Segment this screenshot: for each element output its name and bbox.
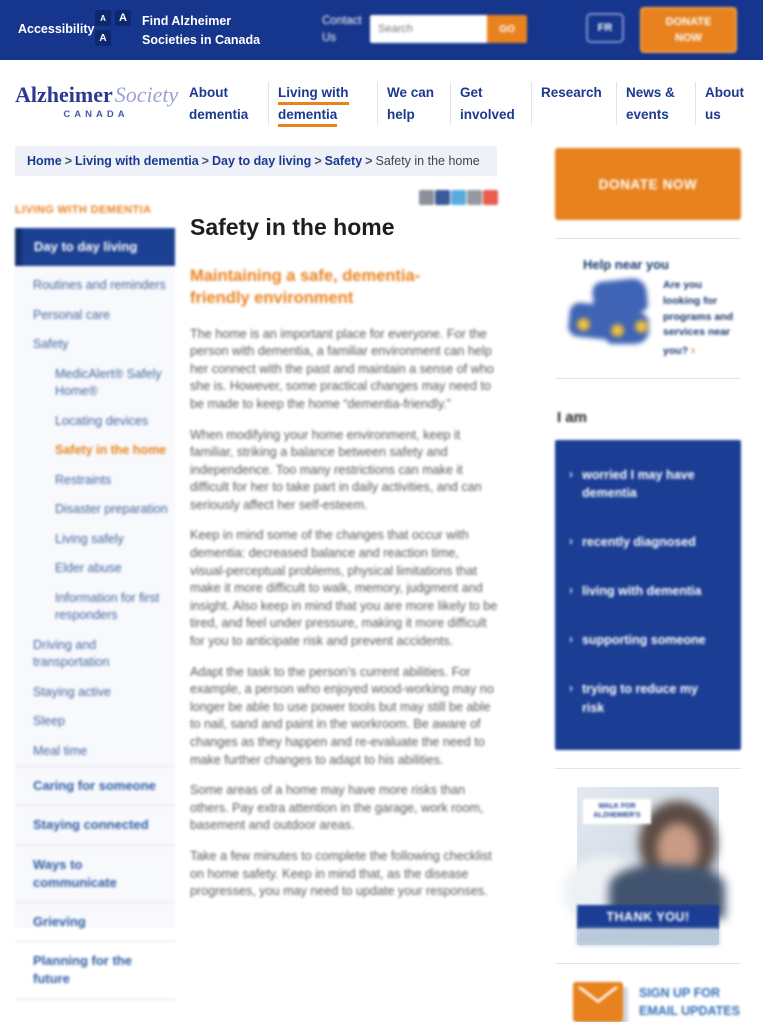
i-am-link[interactable] xyxy=(569,680,727,716)
nav-item[interactable] xyxy=(450,82,531,125)
divider xyxy=(555,378,741,379)
right-sidebar xyxy=(555,148,741,1022)
sidebar-item[interactable]: Sleep xyxy=(33,714,65,729)
sidebar-item[interactable]: Driving and transportation xyxy=(33,637,110,670)
accessibility-link[interactable]: Accessibility xyxy=(18,22,95,36)
site-logo[interactable] xyxy=(15,82,177,120)
section-heading: Maintaining a safe, dementia-friendly environment xyxy=(190,267,421,308)
nav-item-label: Research xyxy=(541,85,602,100)
divider xyxy=(555,963,741,964)
sidebar-item[interactable]: Day to day living xyxy=(15,228,175,266)
walk-promo-banner[interactable] xyxy=(577,787,719,945)
walk-logo: WALK FOR ALZHEIMER'S xyxy=(583,799,651,824)
sidebar-item[interactable]: Routines and reminders xyxy=(33,278,166,293)
search-input[interactable] xyxy=(370,15,487,43)
font-size-button[interactable]: A xyxy=(115,10,131,26)
sidebar-section-label: LIVING WITH DEMENTIA xyxy=(15,204,152,216)
breadcrumb xyxy=(15,146,497,176)
body-paragraph: Adapt the task to the person’s current abilities. For example, a person who enjoyed wood-working may no longer be able to use power tools but may still be able to nail, sand and paint in the workroom. Be aware of changes as they happen and re-evaluate the need to make further changes to adapt to his abilities. xyxy=(190,664,494,767)
i-am-link[interactable] xyxy=(569,631,727,649)
i-am-link-label: supporting someone xyxy=(582,633,706,648)
body-paragraph: The home is an important place for everyone. For the person with dementia, a familiar environment can help her connect with the past and maintain a sense of who she is. However, some practical changes may need to be made to keep the home “dementia-friendly.” xyxy=(190,326,494,411)
sidebar-item[interactable]: Staying connected xyxy=(15,805,175,844)
main-navigation xyxy=(180,82,760,125)
arrow-right-icon: › xyxy=(691,343,696,357)
envelope-icon xyxy=(573,982,623,1022)
help-near-you-body[interactable] xyxy=(555,278,741,360)
body-paragraph: When modifying your home environment, keep it familiar, striking a balance between safety and independence. Too many restrictions can make it difficult for her to take part in daily activities, and can seriously affect her self-esteem. xyxy=(190,427,482,512)
sidebar-item[interactable]: Meal time xyxy=(33,743,88,758)
email-icon[interactable] xyxy=(483,190,498,205)
body-paragraph: Keep in mind some of the changes that occur with dementia: decreased balance and reaction time, visual-perceptual problems, physical limitations that make it more difficult to walk, memory, judgment and insight. Also keep in mind that you are more likely to be tired, and feel under pressure, making it more difficult for you to anticipate risk and prevent accidents. xyxy=(190,528,498,649)
i-am-link-label: trying to reduce my risk xyxy=(582,682,698,715)
sidebar-menu xyxy=(15,228,175,987)
find-societies-link[interactable]: Find Alzheimer Societies in Canada xyxy=(142,14,261,48)
breadcrumb-item[interactable]: Safety xyxy=(324,154,363,168)
font-size-controls xyxy=(95,10,139,46)
page-title: Safety in the home xyxy=(190,214,395,240)
promo-footer-strip xyxy=(577,929,719,945)
chevron-right-icon: › xyxy=(569,534,573,548)
sidebar-item[interactable]: Personal care xyxy=(33,307,111,322)
divider xyxy=(555,238,741,239)
facebook-icon[interactable] xyxy=(435,190,450,205)
i-am-link[interactable] xyxy=(569,582,727,600)
linkedin-icon[interactable] xyxy=(467,190,482,205)
share-buttons xyxy=(190,190,498,205)
logo-wordmark: AlzheimerSociety xyxy=(15,82,179,107)
i-am-link-label: recently diagnosed xyxy=(582,535,696,549)
article-body xyxy=(190,326,498,901)
map-pin-icon xyxy=(577,318,590,331)
font-size-button[interactable]: A xyxy=(95,10,111,26)
nav-item-label: We can help xyxy=(387,85,435,122)
sidebar-item[interactable]: Disaster preparation xyxy=(55,502,168,517)
i-am-title: I am xyxy=(557,408,588,426)
sidebar-item[interactable]: Locating devices xyxy=(55,413,149,428)
chevron-right-icon: › xyxy=(569,583,573,598)
chevron-right-icon: › xyxy=(569,632,573,647)
search-go-button[interactable]: GO xyxy=(487,15,527,43)
promo-banner-text: THANK YOU! xyxy=(577,905,719,929)
breadcrumb-item[interactable]: Living with dementia xyxy=(75,154,199,168)
nav-item[interactable] xyxy=(377,82,450,125)
nav-item[interactable] xyxy=(695,82,760,125)
nav-item-label: About dementia xyxy=(189,85,249,122)
help-near-you xyxy=(555,257,741,360)
sidebar-item[interactable]: Safety xyxy=(33,337,69,352)
nav-item[interactable] xyxy=(531,82,616,125)
nav-item-label: About us xyxy=(705,85,744,122)
sidebar-item[interactable]: Elder abuse xyxy=(55,561,122,576)
map-pin-icon xyxy=(635,320,648,333)
contact-us-link[interactable]: Contact Us xyxy=(322,15,362,45)
breadcrumb-item[interactable]: > xyxy=(365,154,373,168)
sidebar-item[interactable]: Information for first responders xyxy=(55,590,160,623)
nav-item-label: Living with dementia xyxy=(278,85,349,127)
chevron-right-icon: › xyxy=(569,681,573,696)
email-signup[interactable] xyxy=(555,982,741,1022)
logo-subtitle: CANADA xyxy=(63,109,129,120)
help-near-you-title: Help near you xyxy=(583,257,669,272)
breadcrumb-item[interactable]: > xyxy=(64,154,73,168)
sidebar-item[interactable]: Restraints xyxy=(55,472,112,487)
nav-item-label: News & events xyxy=(626,85,675,122)
sidebar-item[interactable]: Planning for the future xyxy=(15,941,175,999)
breadcrumb-item[interactable]: > xyxy=(314,154,322,168)
twitter-icon[interactable] xyxy=(451,190,466,205)
sidebar-item[interactable]: Grieving xyxy=(15,902,175,941)
i-am-link-label: living with dementia xyxy=(582,584,702,599)
search-bar xyxy=(370,15,527,43)
i-am-menu xyxy=(555,440,741,750)
sidebar-item[interactable]: Staying active xyxy=(33,684,111,699)
sidebar-item[interactable]: MedicAlert® Safely Home® xyxy=(55,366,162,399)
email-signup-label: SIGN UP FOR EMAIL UPDATES xyxy=(639,985,740,1018)
sidebar-item[interactable]: Ways to communicate xyxy=(15,845,175,902)
donate-now-button-top[interactable]: DONATE NOW xyxy=(640,7,737,53)
left-sidebar xyxy=(15,204,175,987)
sidebar-item[interactable]: Safety in the home xyxy=(55,443,167,458)
nav-item[interactable] xyxy=(268,82,377,125)
i-am-link-label: worried I may have dementia xyxy=(582,467,695,500)
breadcrumb-item[interactable]: Safety in the home xyxy=(375,154,480,168)
breadcrumb-item[interactable]: Day to day living xyxy=(211,154,312,168)
breadcrumb-item[interactable]: Home xyxy=(27,154,62,168)
i-am-link[interactable] xyxy=(569,466,727,502)
language-toggle-button[interactable]: FR xyxy=(586,13,624,43)
chevron-right-icon: › xyxy=(569,466,573,481)
map-pin-icon xyxy=(611,324,624,337)
canada-map-icon xyxy=(567,278,655,348)
help-near-you-text: Are you looking for programs and services near you? › xyxy=(663,279,734,357)
donate-now-button-sidebar[interactable]: DONATE NOW xyxy=(555,148,741,220)
body-paragraph: Some areas of a home may have more risks than others. Pay extra attention in the garage, work room, basement and outdoor areas. xyxy=(190,783,484,833)
i-am-link[interactable] xyxy=(569,533,727,551)
nav-item[interactable] xyxy=(180,82,268,125)
breadcrumb-item[interactable]: > xyxy=(201,154,209,168)
top-utility-bar xyxy=(0,0,763,60)
sidebar-item[interactable]: Caring for someone xyxy=(15,766,175,805)
divider xyxy=(555,768,741,769)
sidebar-item[interactable]: Living safely xyxy=(55,531,124,546)
body-paragraph: Take a few minutes to complete the following checklist on home safety. Keep in mind that, as the disease progresses, you may need to update your responses. xyxy=(190,848,492,899)
nav-item[interactable] xyxy=(616,82,695,125)
nav-item-label: Get involved xyxy=(460,85,515,122)
share-icon[interactable] xyxy=(419,190,434,205)
main-content xyxy=(190,190,498,914)
font-size-button[interactable]: A xyxy=(95,30,111,46)
